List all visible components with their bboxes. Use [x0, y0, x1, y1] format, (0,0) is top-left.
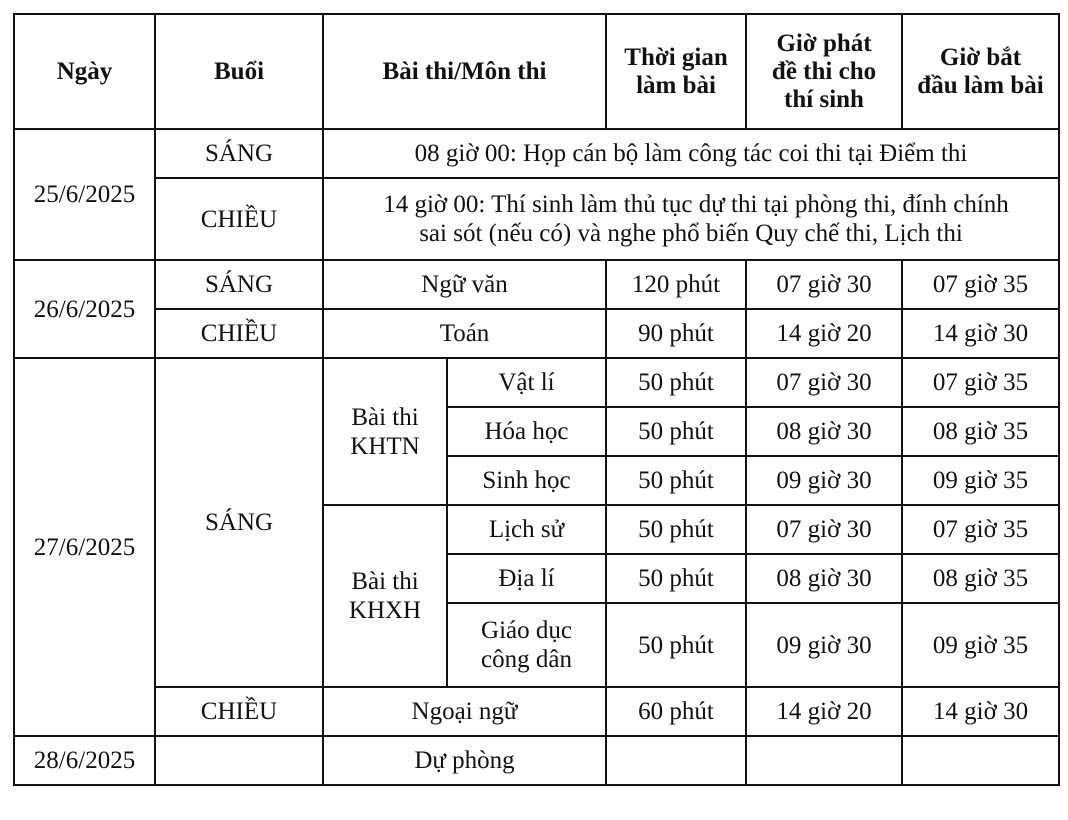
- duration-cell: 60 phút: [606, 687, 746, 736]
- distribute-time-cell: 07 giờ 30: [746, 505, 902, 554]
- subject-cell: Toán: [323, 309, 606, 358]
- duration-cell: 50 phút: [606, 456, 746, 505]
- duration-cell: 90 phút: [606, 309, 746, 358]
- start-time-cell: 08 giờ 35: [902, 407, 1059, 456]
- start-time-cell: [902, 736, 1059, 785]
- subject-cell: Lịch sử: [447, 505, 606, 554]
- duration-cell: 120 phút: [606, 260, 746, 309]
- session-cell: CHIỀU: [155, 178, 323, 260]
- header-buoi-label: Buổi: [213, 57, 265, 85]
- header-buoi: [155, 14, 323, 129]
- start-time-cell: 09 giờ 35: [902, 603, 1059, 687]
- table-row: [14, 358, 1059, 407]
- session-cell: CHIỀU: [155, 309, 323, 358]
- session-cell: SÁNG: [155, 358, 323, 687]
- date-cell: 26/6/2025: [14, 260, 155, 358]
- header-gio-bat-dau-line2: đầu làm bài: [917, 71, 1044, 99]
- date-cell: 28/6/2025: [14, 736, 155, 785]
- duration-cell: 50 phút: [606, 358, 746, 407]
- group-label-line1: Bài thi: [351, 568, 419, 595]
- subject-line1: Giáo dục: [481, 617, 572, 644]
- header-thoi-gian: [606, 14, 746, 129]
- subject-cell: Vật lí: [447, 358, 606, 407]
- table-row: [14, 687, 1059, 736]
- start-time-cell: 07 giờ 35: [902, 505, 1059, 554]
- date-cell: 25/6/2025: [14, 129, 155, 260]
- session-cell: SÁNG: [155, 260, 323, 309]
- distribute-time-cell: 08 giờ 30: [746, 554, 902, 603]
- duration-cell: 50 phút: [606, 554, 746, 603]
- start-time-cell: 07 giờ 35: [902, 260, 1059, 309]
- duration-cell: 50 phút: [606, 603, 746, 687]
- group-khxh-cell: [323, 505, 447, 687]
- distribute-time-cell: 08 giờ 30: [746, 407, 902, 456]
- table-row: [14, 178, 1059, 260]
- header-row: [14, 14, 1059, 129]
- subject-cell: [447, 603, 606, 687]
- start-time-cell: 14 giờ 30: [902, 687, 1059, 736]
- distribute-time-cell: 09 giờ 30: [746, 603, 902, 687]
- subject-cell: Ngoại ngữ: [323, 687, 606, 736]
- table-row: [14, 309, 1059, 358]
- session-cell: CHIỀU: [155, 687, 323, 736]
- note-line-2: sai sót (nếu có) và nghe phổ biến Quy chế thi, Lịch thi: [419, 220, 963, 247]
- header-ngay-label: Ngày: [56, 57, 113, 85]
- header-ngay: [14, 14, 155, 129]
- note-line-1: 14 giờ 00: Thí sinh làm thủ tục dự thi tại phòng thi, đính chính: [383, 191, 1009, 218]
- table-row: [14, 260, 1059, 309]
- header-thoi-gian-line1: Thời gian: [624, 43, 728, 71]
- header-gio-phat: [746, 14, 902, 129]
- exam-schedule-table: [13, 13, 1060, 786]
- note-cell: 08 giờ 00: Họp cán bộ làm công tác coi thi tại Điểm thi: [323, 129, 1059, 178]
- header-gio-bat-dau: [902, 14, 1059, 129]
- distribute-time-cell: 14 giờ 20: [746, 309, 902, 358]
- subject-cell: Hóa học: [447, 407, 606, 456]
- duration-cell: 50 phút: [606, 407, 746, 456]
- group-khtn-cell: [323, 358, 447, 505]
- duration-cell: [606, 736, 746, 785]
- distribute-time-cell: 09 giờ 30: [746, 456, 902, 505]
- session-cell: SÁNG: [155, 129, 323, 178]
- distribute-time-cell: [746, 736, 902, 785]
- distribute-time-cell: 07 giờ 30: [746, 358, 902, 407]
- subject-cell: Sinh học: [447, 456, 606, 505]
- subject-cell: Ngữ văn: [323, 260, 606, 309]
- distribute-time-cell: 14 giờ 20: [746, 687, 902, 736]
- group-label-line2: KHTN: [350, 432, 420, 460]
- subject-line2: công dân: [481, 646, 572, 673]
- header-gio-phat-line2: đề thi cho: [771, 57, 877, 85]
- header-thoi-gian-line2: làm bài: [636, 71, 716, 99]
- table-row: [14, 736, 1059, 785]
- group-label-line1: Bài thi: [351, 403, 419, 431]
- table-row: [14, 129, 1059, 178]
- header-gio-bat-dau-line1: Giờ bắt: [939, 43, 1022, 71]
- start-time-cell: 09 giờ 35: [902, 456, 1059, 505]
- subject-cell: Dự phòng: [323, 736, 606, 785]
- session-cell: [155, 736, 323, 785]
- start-time-cell: 08 giờ 35: [902, 554, 1059, 603]
- duration-cell: 50 phút: [606, 505, 746, 554]
- header-bai-thi-label: Bài thi/Môn thi: [382, 57, 547, 85]
- start-time-cell: 14 giờ 30: [902, 309, 1059, 358]
- header-gio-phat-line3: thí sinh: [784, 85, 864, 113]
- subject-cell: Địa lí: [447, 554, 606, 603]
- date-cell: 27/6/2025: [14, 358, 155, 736]
- distribute-time-cell: 07 giờ 30: [746, 260, 902, 309]
- header-bai-thi: [323, 14, 606, 129]
- start-time-cell: 07 giờ 35: [902, 358, 1059, 407]
- group-label-line2: KHXH: [348, 597, 422, 624]
- note-cell: [323, 178, 1059, 260]
- header-gio-phat-line1: Giờ phát: [776, 29, 872, 57]
